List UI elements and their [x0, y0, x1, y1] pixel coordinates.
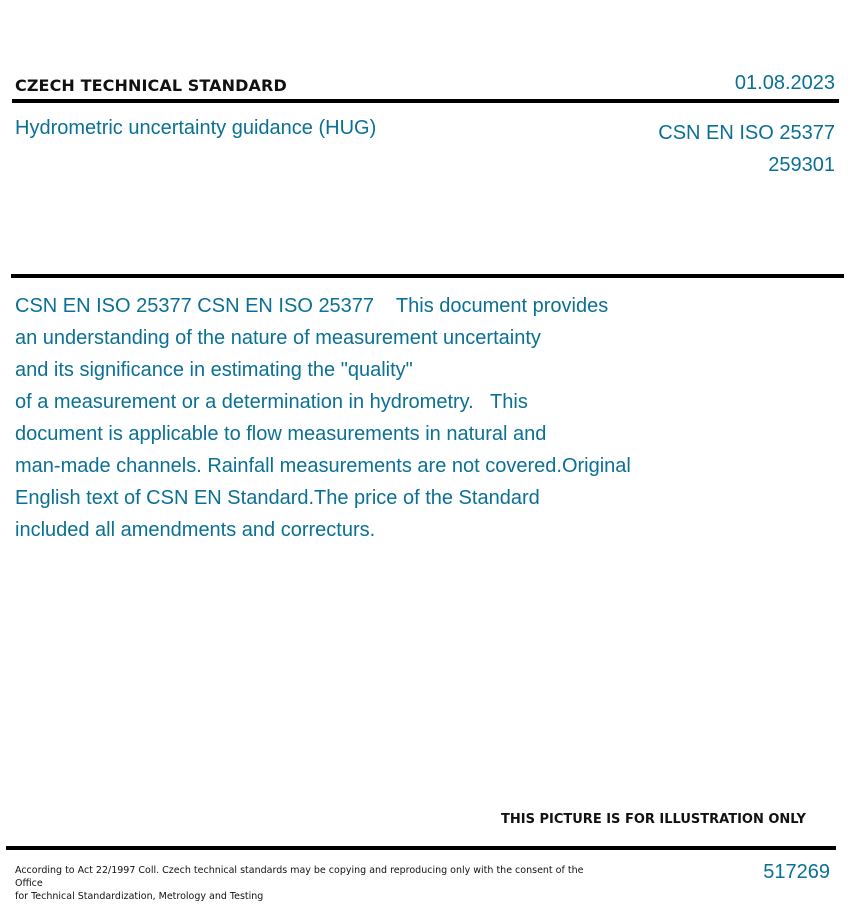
standard-codes — [658, 117, 835, 181]
publication-date: 01.08.2023 — [734, 72, 835, 94]
legal-notice — [15, 864, 585, 903]
description-line: English text of CSN EN Standard.The price of the Standard — [15, 487, 540, 509]
header-divider — [12, 99, 839, 103]
description-line: man-made channels. Rainfall measurements are not covered.Original — [15, 455, 631, 477]
description-line: CSN EN ISO 25377 CSN EN ISO 25377 This document provides — [15, 295, 609, 317]
standard-description — [15, 290, 715, 546]
illustration-disclaimer: THIS PICTURE IS FOR ILLUSTRATION ONLY — [501, 812, 806, 827]
class-number: 259301 — [768, 154, 835, 176]
section-divider — [11, 274, 844, 278]
description-line: document is applicable to flow measurements in natural and — [15, 423, 547, 445]
document-category-title: CZECH TECHNICAL STANDARD — [15, 76, 287, 95]
description-line: included all amendments and correcturs. — [15, 519, 376, 541]
description-line: of a measurement or a determination in hydrometry. This — [15, 391, 528, 413]
legal-notice-line: for Technical Standardization, Metrology and Testing — [15, 891, 264, 902]
description-line: and its significance in estimating the "quality" — [15, 359, 413, 381]
description-line: an understanding of the nature of measurement uncertainty — [15, 327, 541, 349]
legal-notice-line: According to Act 22/1997 Coll. Czech technical standards may be copying and reproducing only with the consent of the Office — [15, 865, 584, 889]
standard-title: Hydrometric uncertainty guidance (HUG) — [15, 117, 377, 139]
footer-divider — [6, 846, 836, 850]
standard-code: CSN EN ISO 25377 — [658, 122, 835, 144]
document-number: 517269 — [763, 861, 830, 883]
